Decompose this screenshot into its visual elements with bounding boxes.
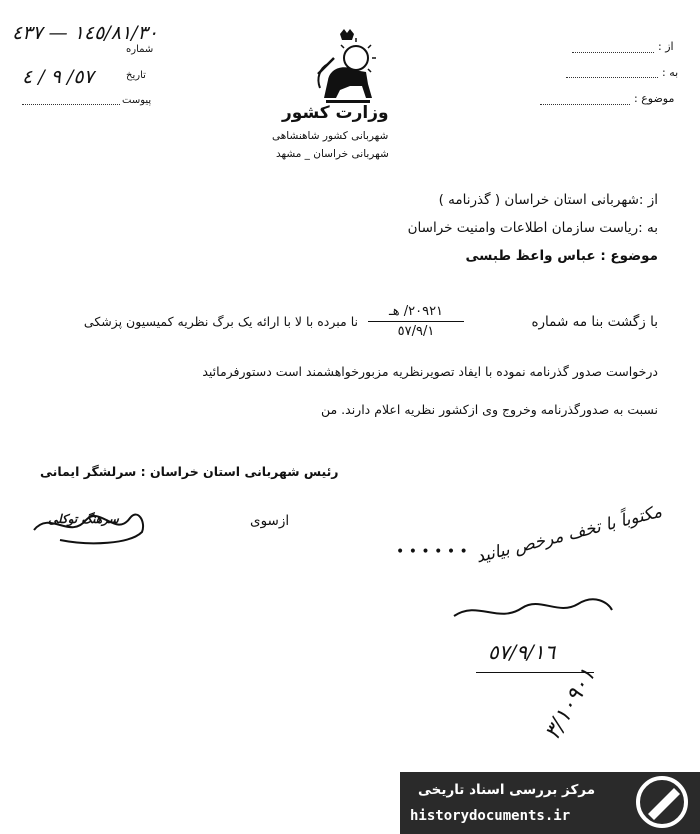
behalf-name: سرهنگ توکلی bbox=[48, 512, 119, 526]
watermark-name: مرکز بررسی اسناد تاریخی bbox=[418, 782, 596, 798]
memo-subject: موضوع : عباس واعظ طبسی bbox=[465, 248, 658, 264]
reference-divider bbox=[368, 321, 464, 322]
archive-logo-icon bbox=[634, 774, 690, 830]
chief-title: رئیس شهربانی استان خراسان : سرلشگر ایمانی bbox=[40, 464, 339, 479]
body-line-2: درخواست صدور گذرنامه نموده با ایفاد تصویرنظریه مزبورخواهشمند است دستورفرمائید bbox=[202, 364, 658, 379]
body-line-3: نسبت به صدورگذرنامه وخروج وی ازکشور نظریه اعلام دارند. من bbox=[320, 402, 658, 417]
watermark-url: historydocuments.ir bbox=[410, 808, 571, 824]
lion-and-sun-emblem-icon bbox=[310, 28, 384, 108]
number-label: شماره bbox=[126, 44, 154, 55]
body-line-1-start: با زگشت بنا مه شماره bbox=[531, 314, 658, 330]
letter-number: ١٤٥/٨١/٣٠ — ٤٣٧ bbox=[12, 22, 158, 44]
sub-line-2: شهربانی خراسان _ مشهد bbox=[276, 148, 389, 160]
from-label: از : bbox=[658, 40, 674, 53]
date-label: تاریخ bbox=[126, 70, 146, 81]
handwritten-signature bbox=[448, 580, 618, 630]
reference-top: ٢٠٩٢١/ هـ bbox=[388, 304, 444, 319]
subject-label: موضوع : bbox=[634, 92, 675, 105]
attachment-line bbox=[22, 104, 120, 105]
handwritten-note: مکتوباً با تخف مرخص بیانید bbox=[474, 501, 664, 568]
subject-line bbox=[540, 104, 630, 105]
margin-note-dots: • • • • • • bbox=[396, 544, 468, 560]
memo-from: از :شهربانی استان خراسان ( گذرنامه ) bbox=[438, 192, 658, 208]
corner-handwritten-number: ٣/١٠٩٠١ bbox=[540, 664, 601, 745]
handwritten-date: ٥٧/٩/١٦ bbox=[488, 640, 556, 664]
body-line-1-end: نا مبرده با لا با ارائه یک برگ نظریه کمیسیون پزشکی bbox=[83, 314, 358, 329]
signature-scribble bbox=[30, 500, 150, 550]
reference-number bbox=[368, 304, 464, 339]
to-label: به : bbox=[662, 66, 679, 79]
memo-to: به :ریاست سازمان اطلاعات وامنیت خراسان bbox=[407, 220, 658, 236]
reference-bottom: ٥٧/٩/١ bbox=[397, 324, 435, 339]
to-line bbox=[566, 77, 658, 78]
ministry-title: وزارت کشور bbox=[282, 103, 389, 123]
from-line bbox=[572, 52, 654, 53]
letter-date: ٥٧/ ٩ / ٤ bbox=[22, 66, 94, 88]
attachment-label: پیوست bbox=[122, 95, 152, 106]
sub-line-1: شهربانی کشور شاهنشاهی bbox=[272, 130, 389, 142]
on-behalf-label: ازسوی bbox=[250, 513, 290, 529]
